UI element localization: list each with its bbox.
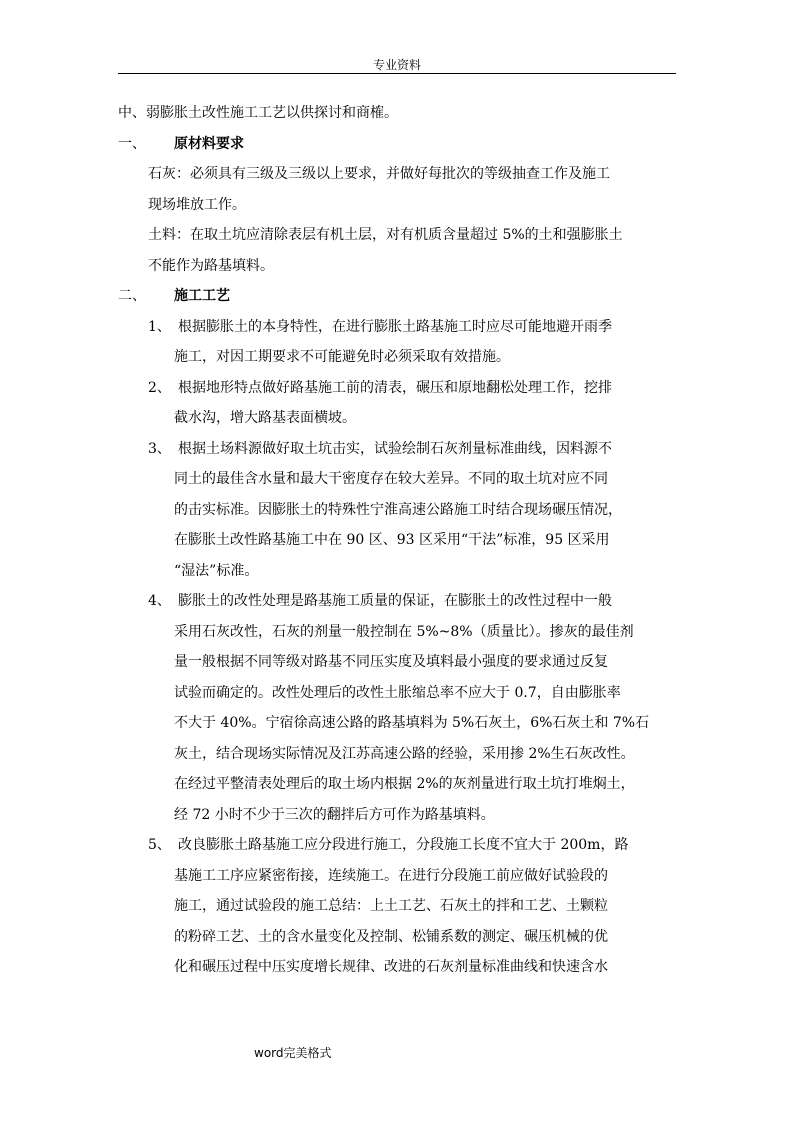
list-item-continuation: 经 72 小时不少于三次的翻拌后方可作为路基填料。 xyxy=(174,806,495,823)
list-item-continuation: 不大于 40%。宁宿徐高速公路的路基填料为 5%石灰土，6%石灰土和 7%石 xyxy=(174,715,650,731)
list-item-continuation: 量一般根据不同等级对路基不同压实度及填料最小强度的要求通过反复 xyxy=(174,654,608,670)
list-item-text: 改良膨胀土路基施工应分段进行施工，分段施工长度不宜大于 200m，路 xyxy=(178,837,629,853)
section-1-number: 一、 xyxy=(118,135,146,152)
section-1-title: 原材料要求 xyxy=(174,135,244,152)
list-item-number: 3、 xyxy=(148,440,171,457)
list-item-continuation: 基施工工序应紧密衔接，连续施工。在进行分段施工前应做好试验段的 xyxy=(174,867,608,884)
list-item-text: 根据土场料源做好取土坑击实，试验绘制石灰剂量标准曲线，因料源不 xyxy=(178,440,612,457)
list-item xyxy=(118,373,678,404)
list-item-number: 1、 xyxy=(148,318,171,335)
list-item-continuation: 同土的最佳含水量和最大干密度存在较大差异。不同的取土坑对应不同 xyxy=(174,471,608,487)
page-header: 专业资料 xyxy=(372,58,421,72)
list-item-continuation: 施工，通过试验段的施工总结：上土工艺、石灰土的拌和工艺、土颗粒 xyxy=(174,898,608,914)
section-1-heading xyxy=(118,129,678,160)
section-2-body xyxy=(118,312,678,983)
list-item-continuation: “湿法”标准。 xyxy=(174,562,259,579)
list-item-number: 2、 xyxy=(148,379,171,396)
list-item xyxy=(118,586,678,617)
list-item-continuation: 采用石灰改性，石灰的剂量一般控制在 5%~8%（质量比）。掺灰的最佳剂 xyxy=(174,623,634,640)
list-item-text: 根据地形特点做好路基施工前的清表，碾压和原地翻松处理工作，挖排 xyxy=(178,379,612,396)
list-item xyxy=(118,434,678,465)
list-item-number: 4、 xyxy=(148,593,171,609)
section-2-title: 施工工艺 xyxy=(174,288,230,304)
header-divider xyxy=(118,73,676,74)
list-item-continuation: 的击实标准。因膨胀土的特殊性宁淮高速公路施工时结合现场碾压情况， xyxy=(174,501,622,518)
list-item-continuation: 在膨胀土改性路基施工中在 90 区、93 区采用“干法”标准，95 区采用 xyxy=(174,532,610,548)
list-item-continuation: 施工，对因工期要求不可能避免时必须采取有效措施。 xyxy=(174,349,510,365)
section-1-body xyxy=(118,159,678,281)
paragraph-line: 现场堆放工作。 xyxy=(148,196,246,213)
list-item xyxy=(118,830,678,861)
section-2-number: 二、 xyxy=(118,288,146,304)
list-item xyxy=(118,312,678,343)
list-item-continuation: 试验而确定的。改性处理后的改性土胀缩总率不应大于 0.7，自由膨胀率 xyxy=(174,684,621,701)
list-item-continuation: 化和碾压过程中压实度增长规律、改进的石灰剂量标准曲线和快速含水 xyxy=(174,959,608,975)
intro-line: 中、弱膨胀土改性施工工艺以供探讨和商榷。 xyxy=(118,105,398,121)
list-item-number: 5、 xyxy=(148,837,171,853)
list-item-continuation: 截水沟，增大路基表面横坡。 xyxy=(174,410,356,426)
list-item-text: 膨胀土的改性处理是路基施工质量的保证，在膨胀土的改性过程中一般 xyxy=(178,593,612,609)
paragraph-line: 不能作为路基填料。 xyxy=(148,257,274,274)
list-item-text: 根据膨胀土的本身特性，在进行膨胀土路基施工时应尽可能地避开雨季 xyxy=(178,318,612,335)
list-item-continuation: 灰土，结合现场实际情况及江苏高速公路的经验，采用掺 2%生石灰改性。 xyxy=(174,745,635,762)
paragraph-line: 石灰：必须具有三级及三级以上要求，并做好每批次的等级抽查工作及施工 xyxy=(148,166,610,182)
list-item-continuation: 在经过平整清表处理后的取土场内根据 2%的灰剂量进行取土坑打堆焖土， xyxy=(174,776,635,792)
list-item-continuation: 的粉碎工艺、土的含水量变化及控制、松铺系数的测定、碾压机械的优 xyxy=(174,928,608,945)
document-body xyxy=(118,98,678,983)
section-2-heading xyxy=(118,281,678,312)
page-footer: word完美格式 xyxy=(254,1046,332,1060)
paragraph-line: 土料：在取土坑应清除表层有机土层，对有机质含量超过 5%的土和强膨胀土 xyxy=(148,227,623,243)
